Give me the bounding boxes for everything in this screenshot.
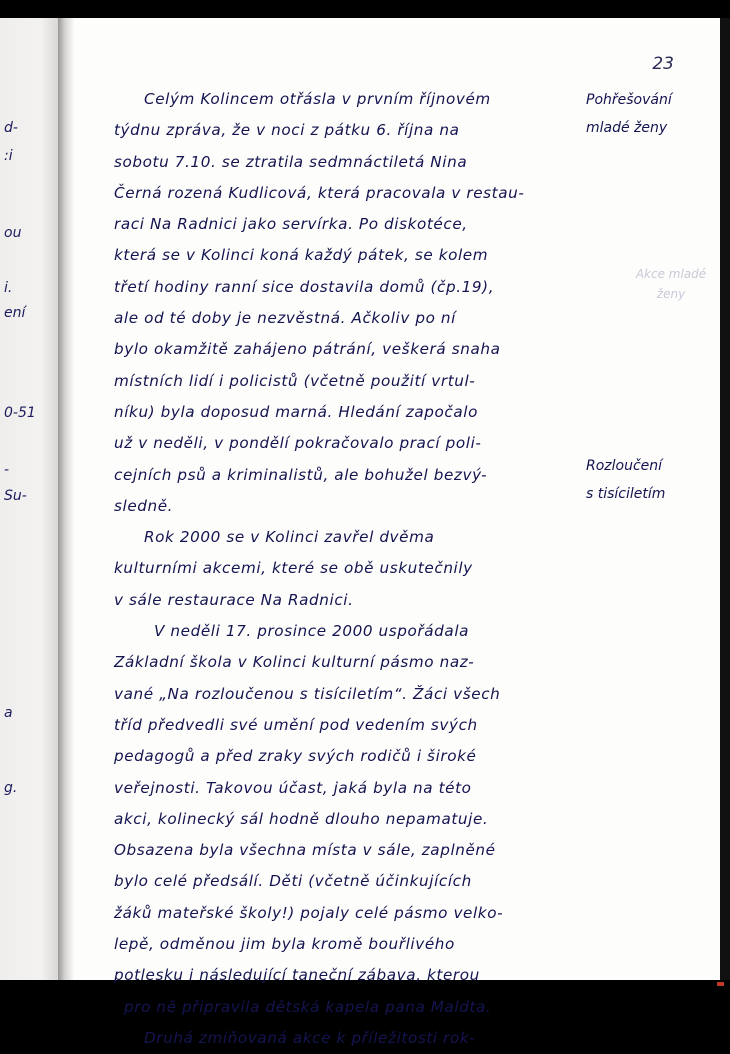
chronicle-text — [114, 84, 594, 1054]
adjacent-page-fragment: ou — [4, 225, 22, 241]
text-line: týdnu zpráva, že v noci z pátku 6. října na — [114, 121, 460, 140]
text-line: potlesku i následující taneční zábava, kterou — [114, 966, 480, 985]
faded-note-line: Akce mladé — [635, 267, 707, 281]
text-line: sledně. — [114, 496, 174, 515]
text-line: lepě, odměnou jim byla kromě bouřlivého — [114, 935, 455, 954]
margin-note-missing-woman — [586, 86, 716, 142]
manuscript-page — [74, 18, 720, 1047]
adjacent-page-fragment: - — [4, 462, 10, 478]
text-line: ale od té doby je nezvěstná. Ačkoliv po ní — [114, 309, 456, 328]
adjacent-page-fragment: Su- — [4, 488, 27, 504]
text-line: Základní škola v Kolinci kulturní pásmo naz- — [114, 653, 475, 672]
margin-note-millennium-farewell — [586, 452, 716, 508]
adjacent-page-fragment: i. — [4, 280, 13, 296]
text-line: cejních psů a kriminalistů, ale bohužel bezvý- — [114, 465, 488, 484]
adjacent-page-fragment: d- — [4, 120, 18, 136]
text-line: Obsazena byla všechna místa v sále, zaplněné — [114, 841, 496, 860]
margin-note-line: s tisíciletím — [586, 486, 666, 502]
adjacent-page-fragment: :i — [4, 148, 13, 164]
text-line: sobotu 7.10. se ztratila sedmnáctiletá Nina — [114, 152, 468, 171]
adjacent-page-fragment: g. — [4, 780, 18, 796]
text-line: už v neděli, v pondělí pokračovalo prací poli- — [114, 434, 482, 453]
margin-note-line: mladé ženy — [586, 120, 668, 136]
margin-note-line: Pohřešování — [586, 92, 672, 108]
text-line: veřejnosti. Takovou účast, jaká byla na této — [114, 778, 472, 797]
text-line: místních lidí i policistů (včetně použití vrtul- — [114, 371, 476, 390]
page-number: 23 — [652, 54, 674, 74]
text-line: akci, kolinecký sál hodně dlouho nepamatuje. — [114, 809, 489, 828]
scan-marker — [717, 982, 724, 986]
text-line: pro ně připravila dětská kapela pana Maldta. — [124, 997, 492, 1016]
faded-note-line: ženy — [656, 287, 686, 301]
text-line: vané „Na rozloučenou s tisíciletím“. Žáci všech — [114, 684, 501, 703]
book-gutter — [58, 18, 74, 980]
text-line: Rok 2000 se v Kolinci zavřel dvěma — [144, 528, 435, 547]
faded-bleedthrough-note — [626, 264, 716, 304]
text-line: raci Na Radnici jako servírka. Po diskotéce, — [114, 215, 468, 234]
adjacent-page-fragment: 0-51 — [4, 405, 36, 421]
text-line: kulturními akcemi, které se obě uskutečnily — [114, 559, 473, 578]
text-line: Druhá zmiňovaná akce k příležitosti rok- — [144, 1028, 476, 1047]
text-line: pedagogů a před zraky svých rodičů i široké — [114, 747, 477, 766]
text-line: Černá rozená Kudlicová, která pracovala v restau- — [114, 183, 525, 202]
text-line: Celým Kolincem otřásla v prvním říjnovém — [144, 90, 491, 108]
page-edge-shadow — [720, 18, 730, 980]
text-line: V neděli 17. prosince 2000 uspořádala — [154, 622, 470, 641]
text-line: níku) byla doposud marná. Hledání započalo — [114, 402, 478, 421]
text-line: která se v Kolinci koná každý pátek, se kolem — [114, 246, 489, 265]
adjacent-page-edge — [0, 18, 58, 980]
margin-note-line: Rozloučení — [586, 458, 663, 474]
text-line: tříd předvedli své umění pod vedením svých — [114, 715, 478, 734]
text-line: třetí hodiny ranní sice dostavila domů (čp.19), — [114, 277, 495, 296]
adjacent-page-fragment: a — [4, 705, 13, 721]
text-line: bylo okamžitě zahájeno pátrání, veškerá snaha — [114, 340, 501, 359]
text-line: v sále restaurace Na Radnici. — [114, 590, 354, 609]
adjacent-page-fragment: ení — [4, 305, 26, 321]
text-line: bylo celé předsálí. Děti (včetně účinkujících — [114, 872, 472, 891]
text-line: žáků mateřské školy!) pojaly celé pásmo velko- — [114, 903, 504, 922]
